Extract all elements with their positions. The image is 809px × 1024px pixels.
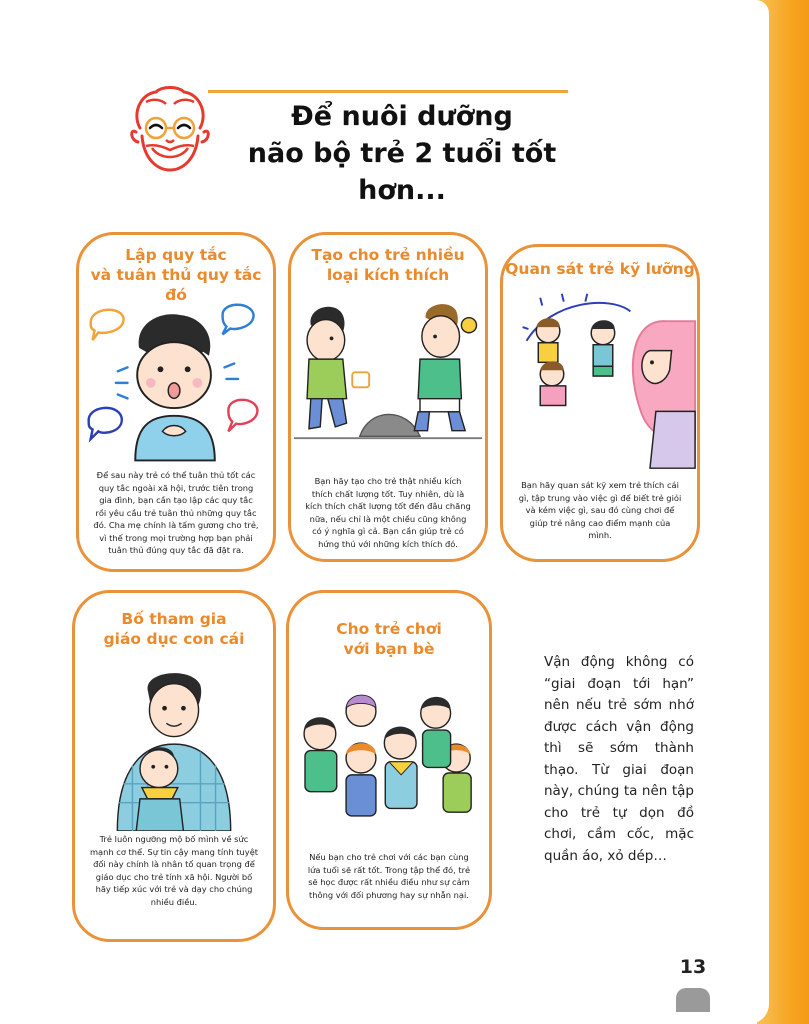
- card-title-line-1: Quan sát trẻ kỹ lưỡng: [505, 260, 695, 278]
- card-title-line-1: Tạo cho trẻ nhiều: [311, 246, 465, 264]
- card-body-text: Bạn hãy tạo cho trẻ thật nhiều kích thích chất lượng tốt. Tuy nhiên, dù là kích thích chất lượng tốt đến đâu chăng nữa, nếu chỉ là một chiều cũng không có ý nghĩa gì cả. Bạn cần giúp trẻ có hứng thú với những kích thích đó.: [305, 476, 471, 549]
- card-title: [503, 259, 697, 279]
- card-title-line-1: Bố tham gia: [121, 610, 227, 628]
- card-body-text: Nếu bạn cho trẻ chơi với các bạn cùng lứa tuổi sẽ rất tốt. Trong tập thể đó, trẻ sẽ học được rất nhiều điều như sự cảm thông với đối phương hay sự nhẫn nại.: [307, 852, 471, 900]
- grandpa-mascot-icon: [126, 84, 214, 176]
- page-edge-curve: [749, 0, 769, 1024]
- card-body-text: Trẻ luôn ngưỡng mộ bố mình về sức mạnh cơ thể. Sự tin cậy mang tính tuyệt đối này chính là nhân tố quan trọng để giáo dục cho trẻ tính xã hội. Người bố hãy tiếp xúc với trẻ và dạy cho chúng nhiều điều.: [89, 834, 259, 907]
- card-friends: [286, 590, 492, 930]
- page-title-line-2: não bộ trẻ 2 tuổi tốt hơn...: [247, 138, 557, 206]
- page-number: 13: [679, 956, 707, 978]
- page-number-tab: [676, 988, 710, 1012]
- father-and-child-illustration: [75, 661, 273, 831]
- card-stimulation: [288, 232, 488, 562]
- card-title-line-2: và tuân thủ quy tắc đó: [90, 266, 262, 304]
- card-rules: [76, 232, 276, 572]
- card-title-line-1: Cho trẻ chơi: [336, 620, 442, 638]
- card-observe: [500, 244, 700, 562]
- card-title-line-2: loại kích thích: [326, 266, 450, 284]
- title-rule: [208, 90, 568, 93]
- card-title: [291, 245, 485, 285]
- mother-watching-children-illustration: [503, 291, 699, 469]
- card-title-line-2: giáo dục con cái: [103, 630, 245, 648]
- page-title: [222, 98, 582, 209]
- card-body-text: Để sau này trẻ có thể tuân thủ tốt các quy tắc ngoài xã hội, trước tiên trong gia đình, bạn cần tạo lập các quy tắc rồi yêu cầu trẻ tuân thủ những quy tắc đó. Cha mẹ chính là tấm gương cho trẻ, vì thế trong mọi trường hợp bạn phải tuân thủ đúng quy tắc đã đặt ra.: [93, 470, 259, 555]
- card-body-text: Bạn hãy quan sát kỹ xem trẻ thích cái gì, tập trung vào việc gì để biết trẻ giỏi và kém việc gì, sau đó cùng chơi để giúp trẻ nâng cao điểm mạnh của mình.: [518, 480, 682, 540]
- side-note-text: Vận động không có “giai đoạn tới hạn” nên nếu trẻ sớm nhớ được cách vận động thì sẽ sớm thành thạo. Từ giai đoạn này, chúng ta nên tập cho trẻ tự dọn đồ chơi, cầm cốc, mặc quần áo, xỏ dép…: [544, 654, 694, 864]
- page-title-line-1: Để nuôi dưỡng: [291, 101, 513, 132]
- card-title-line-2: với bạn bè: [343, 640, 435, 658]
- card-father: [72, 590, 276, 942]
- children-sandbox-illustration: [291, 297, 485, 457]
- group-of-children-illustration: [289, 689, 489, 829]
- card-title: [75, 609, 273, 649]
- card-title-line-1: Lập quy tắc: [125, 246, 227, 264]
- child-talking-illustration: [79, 293, 273, 463]
- card-title: [289, 619, 489, 659]
